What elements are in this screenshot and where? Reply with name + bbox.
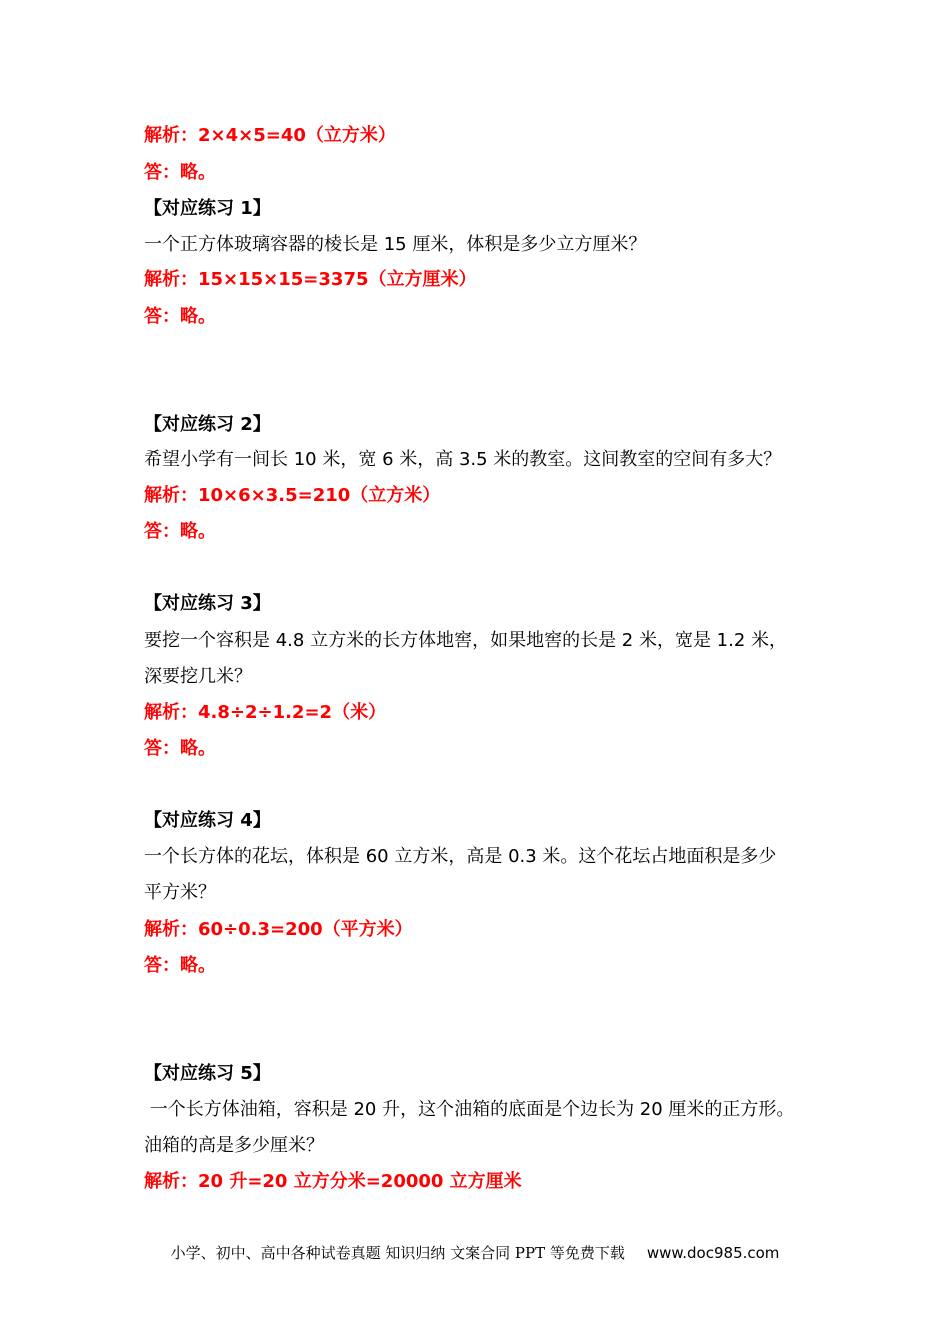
exercise-2-answer: 答：略。 bbox=[144, 521, 216, 542]
exercise-5-question-line-2: 油箱的高是多少厘米？ bbox=[144, 1135, 324, 1156]
exercise-1-question: 一个正方体玻璃容器的棱长是 15 厘米，体积是多少立方厘米？ bbox=[144, 234, 647, 255]
exercise-3-answer: 答：略。 bbox=[144, 738, 216, 759]
exercise-5-heading: 【对应练习 5】 bbox=[144, 1063, 271, 1084]
exercise-4-question-line-1: 一个长方体的花坛，体积是 60 立方米，高是 0.3 米。这个花坛占地面积是多少 bbox=[144, 846, 777, 867]
exercise-4-question-line-2: 平方米？ bbox=[144, 882, 216, 903]
exercise-5-analysis: 解析：20 升=20 立方分米=20000 立方厘米 bbox=[144, 1171, 522, 1192]
intro-analysis: 解析：2×4×5=40（立方米） bbox=[144, 125, 396, 146]
exercise-3-question-line-1: 要挖一个容积是 4.8 立方米的长方体地窖，如果地窖的长是 2 米，宽是 1.2 米， bbox=[144, 630, 788, 651]
exercise-3-analysis: 解析：4.8÷2÷1.2=2（米） bbox=[144, 702, 387, 723]
exercise-4-analysis: 解析：60÷0.3=200（平方米） bbox=[144, 919, 413, 940]
exercise-2-analysis: 解析：10×6×3.5=210（立方米） bbox=[144, 485, 441, 506]
exercise-2-heading: 【对应练习 2】 bbox=[144, 414, 271, 435]
exercise-3-heading: 【对应练习 3】 bbox=[144, 593, 271, 614]
exercise-1-answer: 答：略。 bbox=[144, 306, 216, 327]
footer-text: 小学、初中、高中各种试卷真题 知识归纳 文案合同 PPT 等免费下载 bbox=[170, 1244, 625, 1262]
intro-answer: 答：略。 bbox=[144, 162, 216, 183]
exercise-4-heading: 【对应练习 4】 bbox=[144, 810, 271, 831]
exercise-1-analysis: 解析：15×15×15=3375（立方厘米） bbox=[144, 269, 477, 290]
exercise-2-question: 希望小学有一间长 10 米，宽 6 米，高 3.5 米的教室。这间教室的空间有多大？ bbox=[144, 449, 782, 470]
footer-url[interactable]: www.doc985.com bbox=[646, 1244, 780, 1262]
exercise-1-heading: 【对应练习 1】 bbox=[144, 198, 271, 219]
exercise-3-question-line-2: 深要挖几米？ bbox=[144, 666, 252, 687]
exercise-5-question-line-1: 一个长方体油箱，容积是 20 升，这个油箱的底面是个边长为 20 厘米的正方形。 bbox=[144, 1099, 795, 1120]
page-footer bbox=[0, 1243, 950, 1263]
exercise-4-answer: 答：略。 bbox=[144, 955, 216, 976]
